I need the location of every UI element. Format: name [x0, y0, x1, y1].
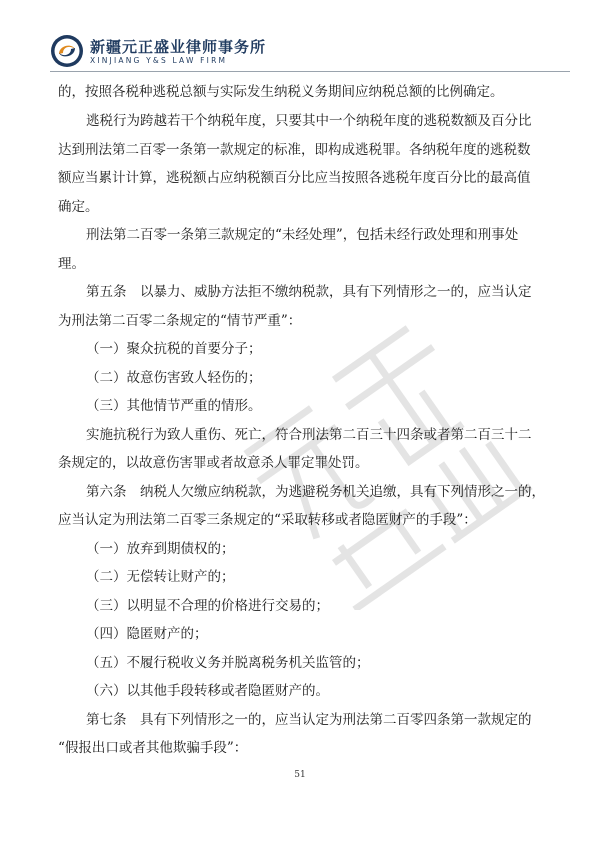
- page-header: [50, 32, 570, 72]
- text-line: 条规定的，以故意伤害罪或者故意杀人罪定罪处罚。: [58, 455, 369, 471]
- list-item: （三）以明显不合理的价格进行交易的；: [86, 598, 329, 614]
- text-line: 达到刑法第二百零一条第一款规定的标准，即构成逃税罪。各纳税年度的逃税数: [58, 142, 531, 158]
- article-heading-6: 第六条 纳税人欠缴应纳税款，为逃避税务机关追缴，具有下列情形之一的，: [86, 484, 545, 500]
- text-line: 确定。: [58, 199, 99, 215]
- list-item: （一）放弃到期债权的；: [86, 541, 235, 557]
- firm-logo-icon: [50, 34, 84, 68]
- text-line: 逃税行为跨越若干个纳税年度，只要其中一个纳税年度的逃税数额及百分比: [86, 113, 532, 129]
- list-item: （五）不履行税收义务并脱离税务机关监管的；: [86, 655, 370, 671]
- page-number: 51: [294, 770, 306, 780]
- text-line: “假报出口或者其他欺骗手段”：: [58, 740, 248, 756]
- text-line: 的，按照各税种逃税总额与实际发生纳税义务期间应纳税总额的比例确定。: [58, 84, 504, 100]
- firm-name-english: XINJIANG Y&S LAW FIRM: [90, 56, 228, 65]
- firm-name-chinese: 新疆元正盛业律师事务所: [90, 38, 267, 56]
- list-item: （二）无偿转让财产的；: [86, 569, 235, 585]
- text-line: 应当认定为刑法第二百零三条规定的“采取转移或者隐匿财产的手段”：: [58, 512, 477, 528]
- article-heading-5: 第五条 以暴力、威胁方法拒不缴纳税款，具有下列情形之一的，应当认定: [86, 284, 532, 300]
- header-divider: [50, 71, 570, 72]
- list-item: （六）以其他手段转移或者隐匿财产的。: [86, 683, 329, 699]
- text-line: 刑法第二百零一条第三款规定的“未经处理”，包括未经行政处理和刑事处: [86, 227, 519, 243]
- article-heading-7: 第七条 具有下列情形之一的，应当认定为刑法第二百零四条第一款规定的: [86, 712, 532, 728]
- list-item: （一）聚众抗税的首要分子；: [86, 341, 262, 357]
- text-line: 实施抗税行为致人重伤、死亡，符合刑法第二百三十四条或者第二百三十二: [86, 427, 532, 443]
- text-line: 额应当累计计算，逃税额占应纳税额百分比应当按照各逃税年度百分比的最高值: [58, 170, 531, 186]
- list-item: （三）其他情节严重的情形。: [86, 398, 262, 414]
- text-line: 理。: [58, 256, 85, 272]
- list-item: （二）故意伤害致人轻伤的；: [86, 370, 262, 386]
- text-line: 为刑法第二百零二条规定的“情节严重”：: [58, 313, 302, 329]
- list-item: （四）隐匿财产的；: [86, 626, 208, 642]
